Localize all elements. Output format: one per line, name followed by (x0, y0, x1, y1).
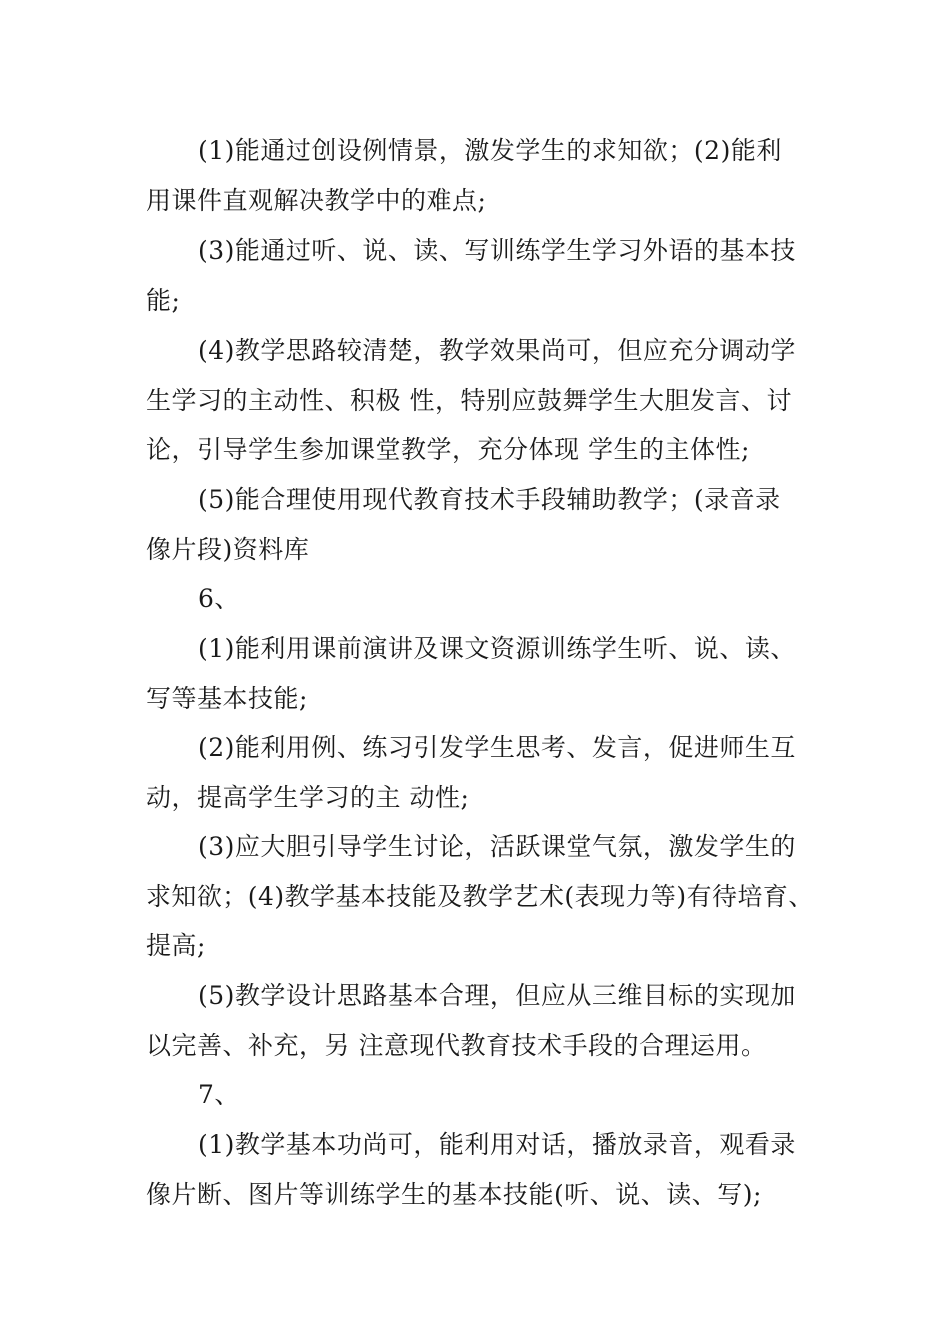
text-line: 以完善、补充，另 注意现代教育技术手段的合理运用。 (146, 1030, 767, 1060)
text-line: (3)应大胆引导学生讨论，活跃课堂气氛，激发学生的 (198, 832, 796, 861)
text-line: (2)能利用例、练习引发学生思考、发言，促进师生互 (198, 733, 796, 762)
text-line: 6、 (198, 584, 240, 613)
text-line: (1)能通过创设例情景，激发学生的求知欲；(2)能利 (198, 136, 782, 165)
text-line: (3)能通过听、说、读、写训练学生学习外语的基本技 (198, 236, 796, 265)
paragraph-item-5 (146, 475, 814, 574)
section-number-6 (146, 574, 814, 624)
text-line: (5)能合理使用现代教育技术手段辅助教学；(录音录 (198, 485, 781, 514)
paragraph-item-3 (146, 822, 814, 971)
text-line: 像片段)资料库 (146, 534, 310, 564)
text-line: 生学习的主动性、积极 性，特别应鼓舞学生大胆发言、讨 (146, 385, 792, 415)
text-line: 能; (146, 285, 181, 315)
paragraph-item-1 (146, 1120, 814, 1219)
section-number-7 (146, 1070, 814, 1120)
paragraph-item-1 (146, 624, 814, 723)
text-line: (1)能利用课前演讲及课文资源训练学生听、说、读、 (198, 634, 796, 663)
text-line: 像片断、图片等训练学生的基本技能(听、说、读、写); (146, 1179, 762, 1209)
paragraph-item-1 (146, 126, 814, 225)
text-line: (4)教学思路较清楚，教学效果尚可，但应充分调动学 (198, 336, 796, 365)
text-line: 写等基本技能; (146, 683, 308, 713)
paragraph-item-2 (146, 723, 814, 822)
paragraph-item-5 (146, 971, 814, 1070)
text-line: 7、 (198, 1080, 240, 1109)
text-line: (5)教学设计思路基本合理，但应从三维目标的实现加 (198, 981, 796, 1010)
paragraph-item-4 (146, 326, 814, 475)
text-line: 提高; (146, 931, 206, 960)
text-line: (1)教学基本功尚可，能利用对话，播放录音，观看录 (198, 1130, 796, 1159)
text-line: 论，引导学生参加课堂教学，充分体现 学生的主体性; (146, 435, 750, 464)
text-line: 求知欲；(4)教学基本技能及教学艺术(表现力等)有待培育、 (146, 881, 814, 911)
text-line: 用课件直观解决教学中的难点; (146, 185, 487, 215)
paragraph-item-3 (146, 226, 814, 325)
text-line: 动，提高学生学习的主 动性; (146, 782, 470, 812)
